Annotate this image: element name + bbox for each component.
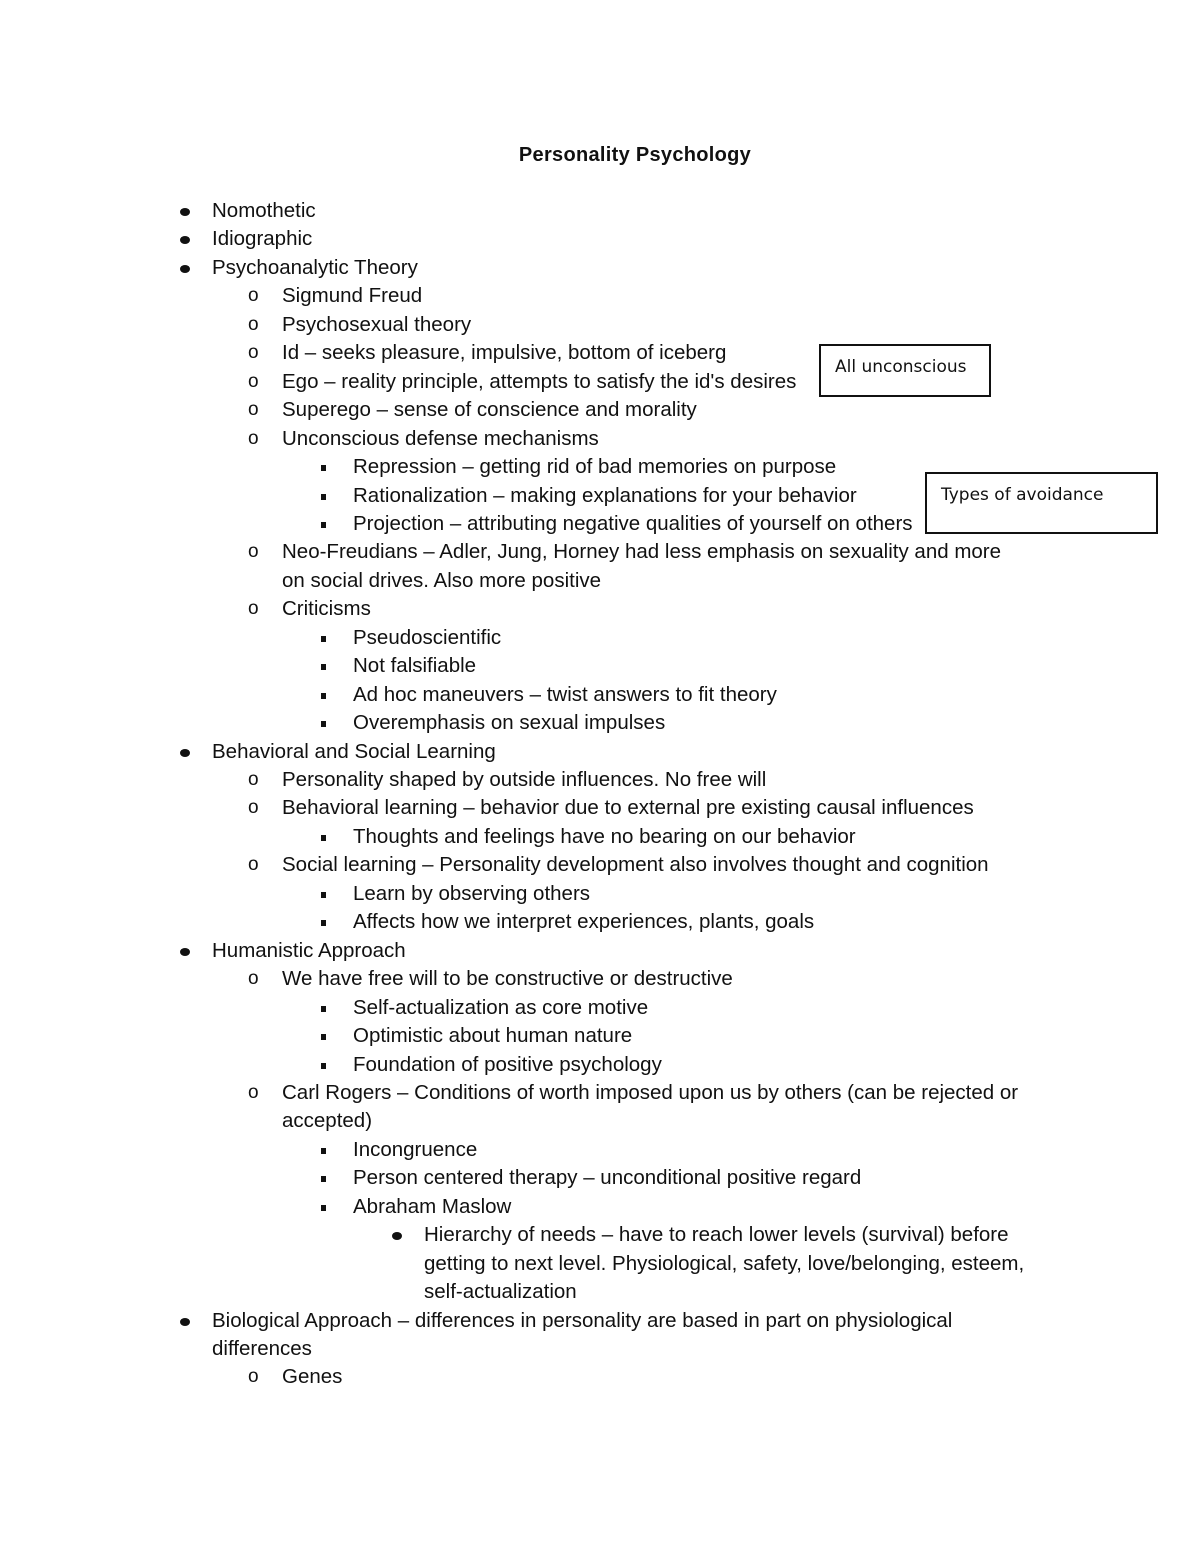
outline-item-text: Biological Approach – differences in personality are based in part on physiological	[212, 1308, 953, 1332]
outline-item-text: Repression – getting rid of bad memories on purpose	[353, 455, 837, 479]
square-bullet-icon	[316, 1022, 336, 1050]
round-bullet-icon	[388, 1221, 408, 1249]
outline-item-text: Behavioral learning – behavior due to external pre existing causal influences	[282, 796, 974, 820]
outline-item-text: Id – seeks pleasure, impulsive, bottom of iceberg	[282, 341, 727, 365]
square-bullet-icon	[316, 510, 336, 538]
round-bullet-icon	[176, 937, 196, 965]
note-label: All unconscious	[835, 357, 967, 377]
outline-item-text: Idiographic	[212, 227, 313, 251]
outline-item-text: Sigmund Freud	[282, 284, 423, 308]
note-types-of-avoidance	[925, 472, 1158, 534]
round-bullet-icon	[176, 197, 196, 225]
square-bullet-icon	[316, 453, 336, 481]
note-all-unconscious	[819, 344, 991, 397]
outline-item-text: Incongruence	[353, 1137, 478, 1161]
outline-item-text: Ad hoc maneuvers – twist answers to fit theory	[353, 682, 777, 706]
circle-bullet: o	[248, 399, 259, 421]
square-bullet-icon	[316, 1193, 336, 1221]
circle-bullet: o	[248, 342, 259, 364]
outline-item-text: Person centered therapy – unconditional positive regard	[353, 1166, 862, 1190]
outline-item-text: Projection – attributing negative qualities of yourself on others	[353, 511, 913, 535]
outline-item-text: Thoughts and feelings have no bearing on our behavior	[353, 824, 856, 848]
round-bullet-icon	[176, 1307, 196, 1335]
circle-bullet: o	[248, 427, 259, 449]
square-bullet-icon	[316, 908, 336, 936]
square-bullet-icon	[316, 709, 336, 737]
circle-bullet: o	[248, 797, 259, 819]
circle-bullet: o	[248, 854, 259, 876]
outline-item-text: Not falsifiable	[353, 654, 477, 678]
round-bullet-icon	[176, 254, 196, 282]
circle-bullet: o	[248, 968, 259, 990]
outline-item-text: Optimistic about human nature	[353, 1024, 633, 1048]
square-bullet-icon	[316, 652, 336, 680]
outline-item-text: Overemphasis on sexual impulses	[353, 711, 666, 735]
circle-bullet: o	[248, 1366, 259, 1388]
circle-bullet: o	[248, 313, 259, 335]
square-bullet-icon	[316, 624, 336, 652]
outline-item-text: Pseudoscientific	[353, 625, 502, 649]
outline-item-text: Rationalization – making explanations for your behavior	[353, 483, 857, 507]
outline-item-text: Unconscious defense mechanisms	[282, 426, 599, 450]
round-bullet-icon	[176, 225, 196, 253]
outline-item-text: accepted)	[282, 1109, 373, 1133]
outline-item-text: on social drives. Also more positive	[282, 568, 602, 592]
outline-item-text: Foundation of positive psychology	[353, 1052, 662, 1076]
outline-item-text: getting to next level. Physiological, safety, love/belonging, esteem,	[424, 1251, 1025, 1275]
outline-item-text: Ego – reality principle, attempts to satisfy the id's desires	[282, 369, 797, 393]
square-bullet-icon	[316, 880, 336, 908]
square-bullet-icon	[316, 994, 336, 1022]
outline-item-text: differences	[212, 1337, 312, 1360]
outline-item-text: Affects how we interpret experiences, plants, goals	[353, 910, 815, 934]
outline-item-text: Hierarchy of needs – have to reach lower levels (survival) before	[424, 1223, 1009, 1247]
outline-item-text: Genes	[282, 1365, 343, 1389]
outline-item-text: We have free will to be constructive or destructive	[282, 967, 733, 991]
outline-item-text: Abraham Maslow	[353, 1194, 512, 1218]
outline-item-text: Psychosexual theory	[282, 312, 472, 336]
outline-item-text: Self-actualization as core motive	[353, 995, 649, 1019]
round-bullet-icon	[176, 738, 196, 766]
square-bullet-icon	[316, 1051, 336, 1079]
outline-item-text: Behavioral and Social Learning	[212, 739, 496, 763]
square-bullet-icon	[316, 1164, 336, 1192]
circle-bullet: o	[248, 285, 259, 307]
outline-item-text: Neo-Freudians – Adler, Jung, Horney had less emphasis on sexuality and more	[282, 540, 1002, 564]
outline-item-text: Superego – sense of conscience and morality	[282, 398, 697, 422]
outline-item-text: Learn by observing others	[353, 881, 591, 905]
outline-item-text: Nomothetic	[212, 199, 316, 222]
circle-bullet: o	[248, 541, 259, 563]
circle-bullet: o	[248, 370, 259, 392]
square-bullet-icon	[316, 482, 336, 510]
outline-item-text: Humanistic Approach	[212, 938, 406, 962]
square-bullet-icon	[316, 681, 336, 709]
outline-item-text: Criticisms	[282, 597, 371, 621]
outline-item-text: Carl Rogers – Conditions of worth imposed upon us by others (can be rejected or	[282, 1080, 1019, 1104]
outline-item-text: Psychoanalytic Theory	[212, 255, 418, 279]
outline-item-text: self-actualization	[424, 1280, 577, 1304]
page-title: Personality Psychology	[518, 144, 752, 166]
outline-item-text: Social learning – Personality development also involves thought and cognition	[282, 853, 989, 877]
circle-bullet: o	[248, 598, 259, 620]
square-bullet-icon	[316, 1136, 336, 1164]
circle-bullet: o	[248, 1081, 259, 1103]
note-label: Types of avoidance	[941, 485, 1104, 505]
square-bullet-icon	[316, 823, 336, 851]
outline-item-text: Personality shaped by outside influences. No free will	[282, 768, 767, 791]
circle-bullet: o	[248, 769, 259, 790]
